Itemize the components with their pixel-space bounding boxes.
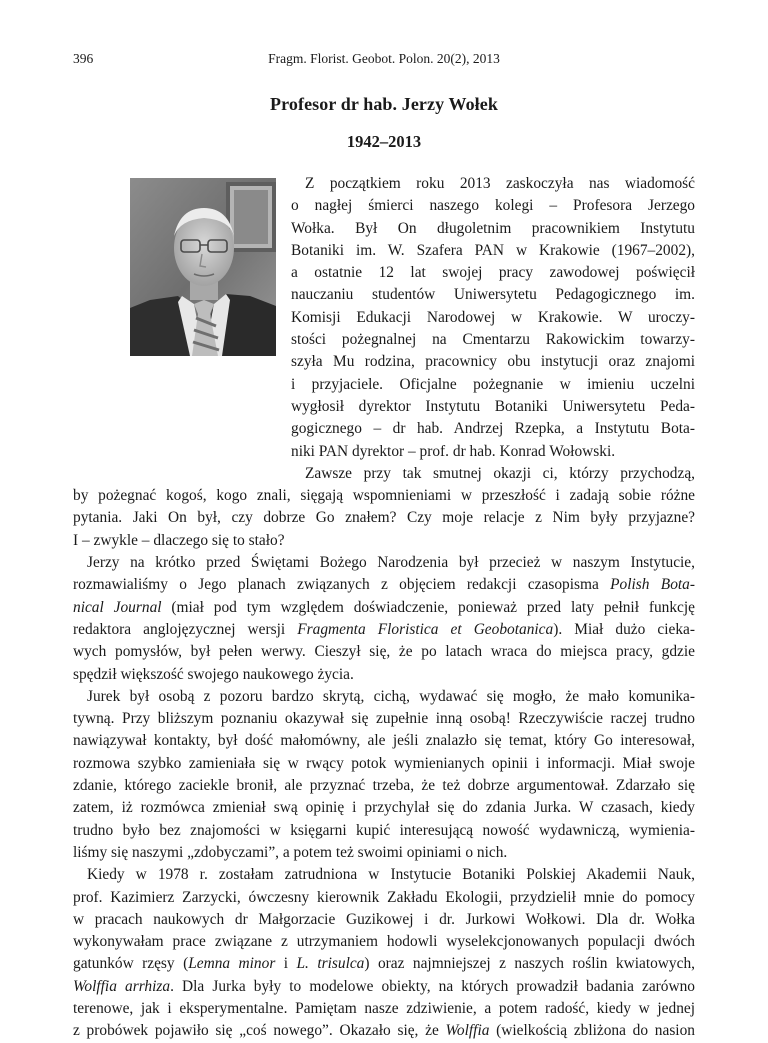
paragraph-3 bbox=[73, 552, 695, 686]
journal-name: Fragmenta Floristica et Geobotanica bbox=[297, 620, 554, 638]
text-line: pytania. Jaki On był, czy dobrze Go znałem? Czy moje relacje z Nim były przyjazne? bbox=[73, 509, 695, 527]
text-line: wygłosił dyrektor Instytutu Botaniki Uniwersytetu Peda- bbox=[291, 397, 695, 415]
text-line: Z początkiem roku 2013 zaskoczyła nas wiadomość bbox=[305, 175, 695, 192]
text-line: terenowe, jak i eksperymentalne. Pamiętam nasze zdziwienie, a potem radość, kiedy w jednej bbox=[73, 999, 695, 1017]
species-name: Wolffia bbox=[445, 1022, 490, 1040]
text-line: nawiązywał kontakty, był dość małomówny, ale jeśli znalazło się temat, który Go interesował, bbox=[73, 732, 695, 750]
running-header bbox=[73, 51, 695, 71]
text-line: z probówek pojawiło się „coś nowego”. Okazało się, że Wolffia (wielkością zbliżona do nasion bbox=[73, 1022, 695, 1040]
life-years: 1942–2013 bbox=[346, 132, 422, 151]
text-line: Jerzy na krótko przed Świętami Bożego Narodzenia był przecież w naszym Instytucie, bbox=[87, 554, 695, 572]
text-line: rozmowa szybko zamieniała się w rwący potok wymienianych opinii i informacji. Miał swoje bbox=[73, 754, 695, 772]
journal-citation: Fragm. Florist. Geobot. Polon. 20(2), 2013 bbox=[268, 51, 500, 66]
text-line: Wolffia arrhiza. Dla Jurka były to modelowe obiekty, na których prowadził badania zarówno bbox=[73, 977, 695, 995]
text-line: niki PAN dyrektor – prof. dr hab. Konrad Wołowski. bbox=[291, 442, 616, 460]
text-line: Komisji Edukacji Narodowej w Krakowie. W uroczy- bbox=[291, 308, 695, 326]
text-line: tywną. Przy bliższym poznaniu okazywał się zupełnie inną osobą! Rzeczywiście raczej trudno bbox=[73, 710, 695, 728]
text-line: zdanie, którego zaciekle bronił, ale przyznać trzeba, że też dobrze argumentował. Zdarzało się bbox=[73, 777, 695, 795]
text-line: prof. Kazimierz Zarzycki, ówczesny kierownik Zakładu Ekologii, przydzielił mnie do pomocy bbox=[73, 888, 695, 906]
article-body bbox=[73, 173, 695, 1043]
species-name: Wolffia arrhiza bbox=[73, 977, 171, 995]
text-line: I – zwykle – dlaczego się to stało? bbox=[73, 531, 285, 549]
paragraph-1 bbox=[73, 173, 695, 463]
journal-name: nical Journal bbox=[73, 598, 162, 616]
text-line: zatem, iż rozmówca zmieniał swą opinię i przychylał się do zdania Jurka. W czasach, kiedy bbox=[73, 799, 695, 817]
journal-name: Polish Bota- bbox=[610, 576, 695, 594]
text-line: liśmy się naszymi „zdobyczami”, a potem też swoimi opiniami o nich. bbox=[73, 843, 508, 861]
text-line: rozmawialiśmy o Jego planach związanych z objęciem redakcji czasopisma Polish Bota- bbox=[73, 576, 695, 594]
text-line: stości pożegnalnej na Cmentarzu Rakowickim towarzy- bbox=[291, 331, 695, 349]
paragraph-4 bbox=[73, 686, 695, 864]
text-line: trudno było bez znajomości w księgarni kupić interesującą nowość wydawniczą, wymienia- bbox=[73, 821, 695, 839]
text-line: i przyjaciele. Oficjalne pożegnanie w imieniu uczelni bbox=[291, 375, 695, 393]
text-line: Kiedy w 1978 r. zostałam zatrudniona w Instytucie Botaniki Polskiej Akademii Nauk, bbox=[87, 866, 695, 884]
text-line: spędził większość swojego naukowego życia. bbox=[73, 665, 354, 683]
text-line: nical Journal (miał pod tym względem doświadczenie, ponieważ przed laty pełnił funkcję bbox=[73, 598, 695, 616]
text-line: Wołka. Był On długoletnim pracownikiem Instytutu bbox=[291, 219, 695, 237]
text-line: redaktora anglojęzycznej wersji Fragmenta Floristica et Geobotanica). Miał dużo cieka- bbox=[73, 620, 695, 638]
text-line: wykonywałam prace związane z utrzymaniem hodowli wyselekcjonowanych populacji dwóch bbox=[73, 933, 695, 951]
text-line: gatunków rzęsy (Lemna minor i L. trisulca) oraz najmniejszej z naszych roślin kwiatowych, bbox=[73, 955, 695, 973]
text-line: by pożegnać kogoś, kogo znali, sięgają wspomnieniami w przeszłość i zadają sobie różne bbox=[73, 487, 695, 505]
species-name: Lemna minor bbox=[188, 955, 276, 973]
text-line: w pracach naukowych dr Małgorzacie Guzikowej i dr. Jurkowi Wołkowi. Dla dr. Wołka bbox=[73, 910, 695, 928]
paragraph-5 bbox=[73, 864, 695, 1042]
text-line: gogicznego – dr hab. Andrzej Rzepka, a Instytutu Bota- bbox=[291, 420, 695, 438]
text-line: Jurek był osobą z pozoru bardzo skrytą, cichą, wydawać się mogło, że mało komunika- bbox=[87, 687, 695, 705]
paragraph-2 bbox=[73, 463, 695, 552]
text-line: o nagłej śmierci naszego kolegi – Profesora Jerzego bbox=[291, 197, 695, 215]
text-line: szyła Mu rodzina, pracownicy obu instytucji oraz znajomi bbox=[291, 353, 695, 371]
text-line: Botaniki im. W. Szafera PAN w Krakowie (1967–2002), bbox=[291, 241, 695, 259]
text-line: Zawsze przy tak smutnej okazji ci, którzy przychodzą, bbox=[305, 464, 695, 482]
text-line: nauczaniu studentów Uniwersytetu Pedagogicznego im. bbox=[291, 286, 695, 304]
species-name: L. trisulca bbox=[296, 955, 365, 973]
article-title: Profesor dr hab. Jerzy Wołek bbox=[270, 94, 498, 114]
page-number: 396 bbox=[73, 51, 94, 66]
text-line: wych pomysłów, był pełen werwy. Cieszył się, że po latach wraca do miejsca pracy, gdzie bbox=[73, 643, 695, 661]
text-line: a ostatnie 12 lat swojej pracy zawodowej poświęcił bbox=[291, 264, 695, 282]
